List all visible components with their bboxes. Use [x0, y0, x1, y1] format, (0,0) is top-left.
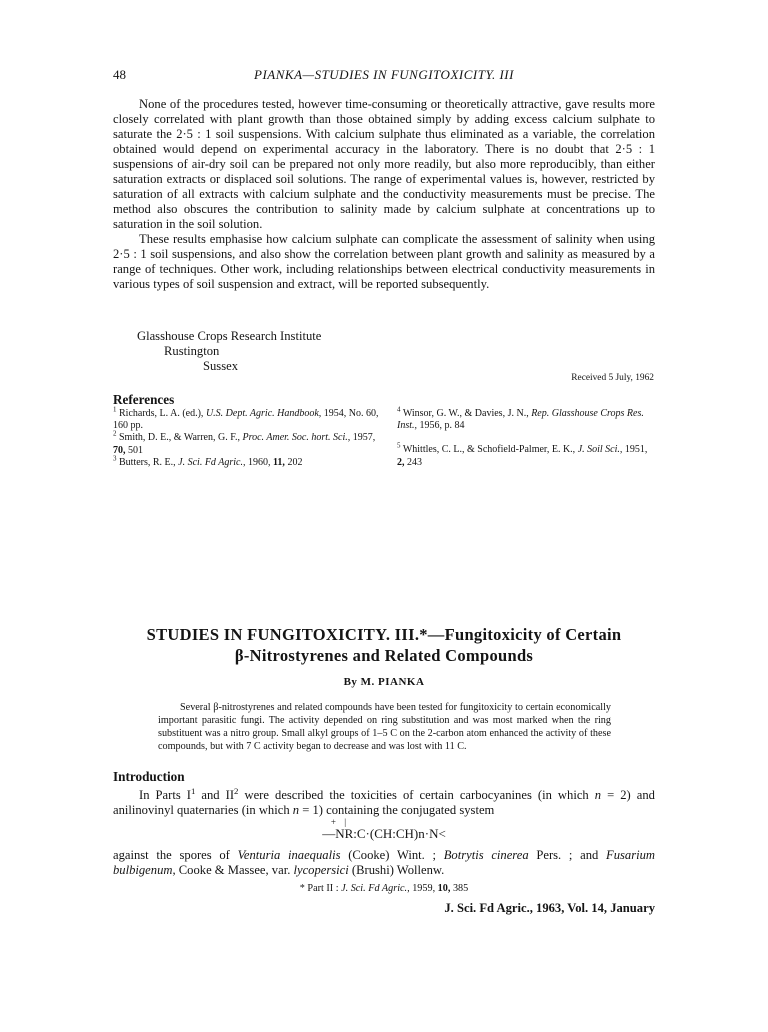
footnote: * Part II : J. Sci. Fd Agric., 1959, 10, 385	[299, 883, 469, 894]
reference-item: $^5$ Whittles, C. L., & Schofield-Palmer, E. K., J. Soil Sci., 1951, 2, 243	[397, 442, 648, 468]
running-title: PIANKA—STUDIES IN FUNGITOXICITY. III	[254, 67, 514, 82]
paragraph-2: These results emphasise how calcium sulphate can complicate the assessment of salinity when using 2·5 : 1 soil suspensions, and also show the correlation between plant growth and salinity as measured by a range of techniques. Other work, including relationships between electrical conductivity measurements in various types of soil suspension and extract, will be reported subsequently.	[113, 232, 655, 291]
reference-item: $^1$ Richards, L. A. (ed.), U.S. Dept. Agric. Handbook, 1954, No. 60, 160 pp.	[113, 405, 379, 432]
address-line-2: Rustington	[164, 344, 220, 358]
section-heading-introduction: Introduction	[113, 769, 185, 784]
introduction-paragraph: In Parts $I^1$ and $II^2$ were described the toxicities of certain carbocyanines (in which n = 2) and anilinovinyl quaternaries (in which n = 1) containing the conjugated system	[113, 785, 655, 817]
address-line-3: Sussex	[203, 359, 238, 373]
journal-footer: J. Sci. Fd Agric., 1963, Vol. 14, January	[444, 901, 655, 915]
references-left-column	[113, 405, 388, 469]
reference-item: $^3$ Butters, R. E., J. Sci. Fd Agric., 1960, 11, 202	[113, 454, 303, 468]
article-title	[113, 624, 655, 666]
references-heading: References	[113, 392, 175, 407]
article-title-line-1: STUDIES IN FUNGITOXICITY. III.*—Fungitoxicity of Certain	[146, 625, 622, 644]
page-header	[113, 67, 655, 85]
chemical-formula: —NR:C·(CH:CH)n·N<	[322, 826, 446, 841]
author-byline: By M. PIANKA	[343, 676, 425, 688]
formula-charge-marks: + |	[330, 817, 350, 827]
paragraph-1: None of the procedures tested, however time-consuming or theoretically attractive, gave results more closely correlated with plant growth than those obtained simply by adding excess calcium sulphate to saturate the 2·5 : 1 soil suspensions. With calcium sulphate thus eliminated as a variable, the correlation obtained would depend on experimental accuracy in the laboratory. There is no doubt that 2·5 : 1 suspensions of air-dry soil can be prepared not only more readily, but also more reproducibly, than either saturation extracts or displaced soil solutions. The range of experimental values is, however, restricted by saturation of all extracts with calcium sulphate and the conductivity measurements must be precise. The method also obscures the contribution to salinity made by calcium sulphate at concentrations up to saturation in the soil solution.	[113, 97, 655, 231]
introduction-continued: against the spores of Venturia inaequalis (Cooke) Wint. ; Botrytis cinerea Pers. ; and Fusarium bulbigenum, Cooke & Massee, var. lycopersici (Brushi) Wollenw.	[113, 848, 656, 877]
address-line-1: Glasshouse Crops Research Institute	[137, 329, 322, 343]
reference-item: $^4$ Winsor, G. W., & Davies, J. N., Rep. Glasshouse Crops Res. Inst., 1956, p. 84	[397, 405, 644, 432]
reference-item: $^2$ Smith, D. E., & Warren, G. F., Proc. Amer. Soc. hort. Sci., 1957, 70, 501	[113, 430, 376, 456]
references-right-column	[397, 405, 655, 469]
received-date: Received 5 July, 1962	[571, 373, 654, 383]
page-number: 48	[113, 67, 126, 82]
article-title-line-2: β-Nitrostyrenes and Related Compounds	[234, 646, 534, 665]
abstract: Several β-nitrostyrenes and related compounds have been tested for fungitoxicity to certain economically important parasitic fungi. The activity depended on ring substitution and was most marked when the ring substituent was a nitro group. Small alkyl groups of 1–5 C on the 2-carbon atom enhanced the activity of these compounds, but with 7 C activity began to decrease and was lost with 11 C.	[158, 702, 611, 752]
author-address	[137, 329, 321, 374]
body-text	[113, 97, 655, 292]
